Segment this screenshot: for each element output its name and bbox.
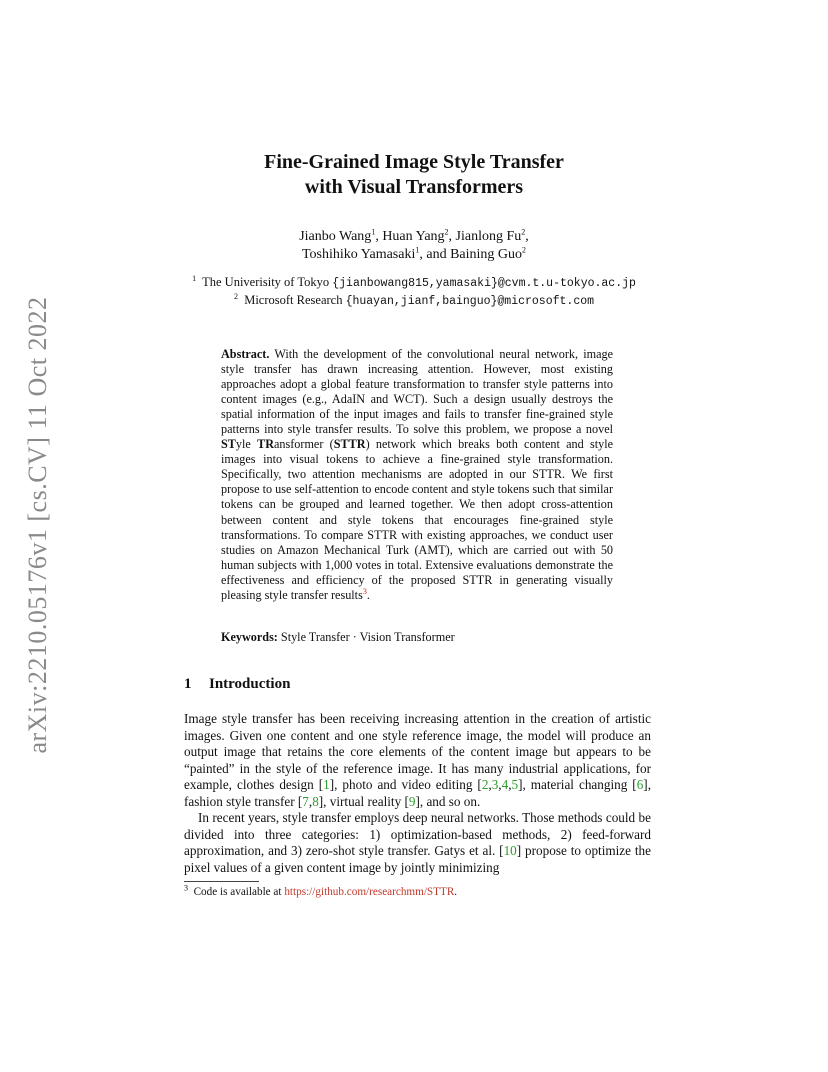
footnote-mark-3[interactable]: 3: [362, 586, 367, 596]
section-title: Introduction: [209, 676, 291, 692]
paper-title: [0, 150, 828, 200]
citation-1[interactable]: 1: [323, 777, 330, 792]
intro-body: [184, 711, 651, 876]
author-2: Huan Yang: [382, 229, 445, 244]
keywords-heading: Keywords:: [221, 630, 278, 644]
title-line-1: Fine-Grained Image Style Transfer: [264, 151, 564, 173]
arxiv-sidebar: [18, 290, 58, 760]
affiliation-2: $^2$ Microsoft Research {huayan,jianf,bainguo}@microsoft.com: [233, 291, 595, 308]
author-1: Jianbo Wang: [299, 229, 372, 244]
citation-3[interactable]: 3: [491, 777, 499, 792]
affiliation-1-email[interactable]: {jianbowang815,yamasaki}@cvm.t.u-tokyo.ac.jp: [332, 277, 636, 290]
affiliations: [0, 274, 828, 310]
keywords-text: Style Transfer · Vision Transformer: [280, 630, 455, 644]
footnote: $^3$ Code is available at https://github.com/researchmm/STTR.: [184, 883, 458, 898]
abstract-heading: Abstract.: [221, 347, 270, 361]
affiliation-1: $^1$ The Univerisity of Tokyo {jianbowang815,yamasaki}@cvm.t.u-tokyo.ac.jp: [192, 273, 636, 290]
citation-7[interactable]: 7: [302, 793, 309, 809]
intro-paragraph-1: Image style transfer has been receiving increasing attention in the creation of artistic images. Given one content and one style reference image, the model will produce an output image that retains the core elements of the content image but appears to be “painted” in the style of the reference image. It has many industrial applications, for example, clothes design [1], photo and video editing [2,3,4,5], material changing [6], fashion style transfer [7,8], virtual reality [9], and so on.: [184, 711, 651, 809]
abstract: Abstract. With the development of the convolutional neural network, image style transfer has drawn increasing attention. However, most existing approaches adopt a global feature transformation to transfer style patterns into content images (e.g., AdaIN and WCT). Such a design usually destroys the spatial information of the input images and fails to transfer fine-grained style patterns into style transfer results. To solve this problem, we propose a novel STyle TRansformer (STTR) network which breaks both content and style images into visual tokens to achieve a fine-grained style transformation. Specifically, two attention mechanisms are adopted in our STTR. We first propose to use self-attention to encode content and style tokens such that similar tokens can be grouped and learned together. We then adopt cross-attention between content and style tokens that encourages fine-grained style transformations. To compare STTR with existing approaches, we conduct user studies on Amazon Mechanical Turk (AMT), which are carried out with 50 human subjects with 1,000 votes in total. Extensive evaluations demonstrate the effectiveness and efficiency of the proposed STTR in generating visually pleasing style transfer results$^3$.: [221, 347, 614, 602]
citation-5[interactable]: 5: [511, 777, 519, 792]
citation-8[interactable]: 8: [312, 793, 319, 809]
code-link[interactable]: https://github.com/researchmm/STTR: [284, 886, 455, 898]
section-heading: [184, 676, 290, 693]
citation-2[interactable]: 2: [481, 777, 489, 792]
author-2-affil: 2: [444, 227, 449, 237]
author-5: and Baining Guo: [426, 247, 523, 262]
author-3: Jianlong Fu: [455, 229, 522, 244]
citation-6[interactable]: 6: [636, 777, 644, 792]
citation-4[interactable]: 4: [501, 777, 509, 792]
section-number: 1: [184, 676, 192, 692]
footnote-rule: [184, 881, 259, 882]
author-4-affil: 1: [415, 245, 420, 255]
author-4: Toshihiko Yamasaki: [301, 247, 416, 262]
abstract-text-2: ) network which breaks both content and style images into visual tokens to achieve a fine-grained style transformation. Specifically, two attention mechanisms are adopted in our STTR. We first propose to use self-attention to encode content and style tokens such that similar tokens can be grouped and learned together. We then adopt cross-attention between content and style tokens that encourages fine-grained style transformations. To compare STTR with existing approaches, we conduct user studies on Amazon Mechanical Turk (AMT), which are carried out with 50 human subjects with 1,000 votes in total. Extensive evaluations demonstrate the effectiveness and efficiency of the proposed STTR in generating visually pleasing style transfer results: [221, 437, 614, 602]
keywords: [221, 630, 621, 645]
title-line-2: with Visual Transformers: [304, 176, 524, 198]
citation-10[interactable]: 10: [503, 843, 517, 858]
intro-paragraph-2: In recent years, style transfer employs deep neural networks. Those methods could be divided into three categories: 1) optimization-based methods, 2) feed-forward approximation, and 3) zero-shot style transfer. Gatys et al. [10] propose to optimize the pixel values of a given content image by jointly minimizing: [184, 810, 651, 875]
author-list: Jianbo Wang$^1$, Huan Yang$^2$, Jianlong Fu$^2$, Toshihiko Yamasaki$^1$, and Baining Guo$^2$: [299, 227, 529, 262]
citation-9[interactable]: 9: [408, 793, 416, 809]
author-1-affil: 1: [371, 227, 376, 237]
abstract-text-1: With the development of the convolutional neural network, image style transfer has drawn increasing attention. However, most existing approaches adopt a global feature transformation to transfer style patterns into content images (e.g., AdaIN and WCT). Such a design usually destroys the spatial information of the input images and fails to transfer fine-grained style patterns into style transfer results. To solve this problem, we propose a novel: [221, 347, 613, 437]
affiliation-2-email[interactable]: {huayan,jianf,bainguo}@microsoft.com: [345, 295, 595, 308]
author-3-affil: 2: [521, 227, 526, 237]
arxiv-id: arXiv:2210.05176v1 [cs.CV] 11 Oct 2022: [23, 296, 52, 754]
author-5-affil: 2: [522, 245, 527, 255]
